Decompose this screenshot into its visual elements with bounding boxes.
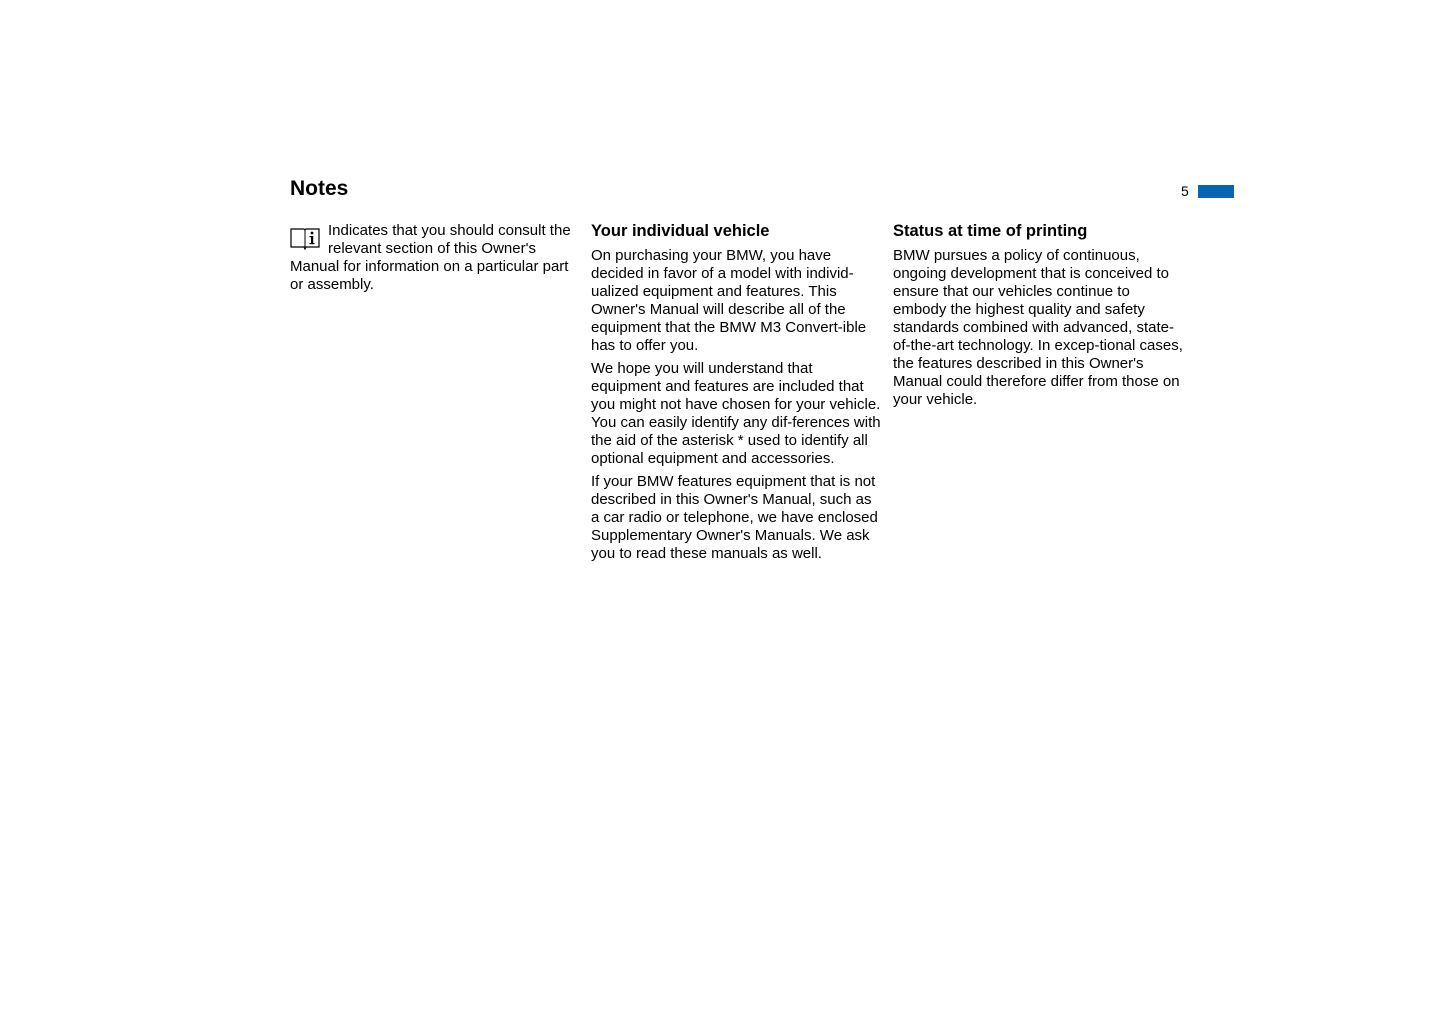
individual-vehicle-section xyxy=(591,221,883,563)
paragraph: BMW pursues a policy of continuous, ongoing development that is conceived to ensure that our vehicles continue to embody the highest quality and safety standards combined with advanced, state-of-the-art technology. In excep-tional cases, the features described in this Owner's Manual could therefore differ from those on your vehicle. xyxy=(893,247,1183,408)
page-marker-bar xyxy=(1198,185,1234,198)
book-info-icon xyxy=(290,226,320,250)
note-column xyxy=(290,222,572,294)
paragraph: On purchasing your BMW, you have decided in favor of a model with individ-ualized equipment and features. This Owner's Manual will describe all of the equipment that the BMW M3 Convert-ible has to offer you. xyxy=(591,247,867,354)
status-printing-section xyxy=(893,221,1185,409)
page-number: 5 xyxy=(1181,183,1189,199)
paragraph: We hope you will understand that equipment and features are included that you might not have chosen for your vehicle. You can easily identify any dif-ferences with the aid of the asterisk * used to identify all optional equipment and accessories. xyxy=(591,360,881,467)
section-heading: Status at time of printing xyxy=(893,222,1088,240)
paragraph: If your BMW features equipment that is not described in this Owner's Manual, such as a car radio or telephone, we have enclosed Supplementary Owner's Manuals. We ask you to read these manuals as well. xyxy=(591,473,878,562)
page-title: Notes xyxy=(290,177,349,200)
note-text: Indicates that you should consult the relevant section of this Owner's Manual for information on a particular part or assembly. xyxy=(290,222,571,293)
section-heading: Your individual vehicle xyxy=(591,222,770,240)
